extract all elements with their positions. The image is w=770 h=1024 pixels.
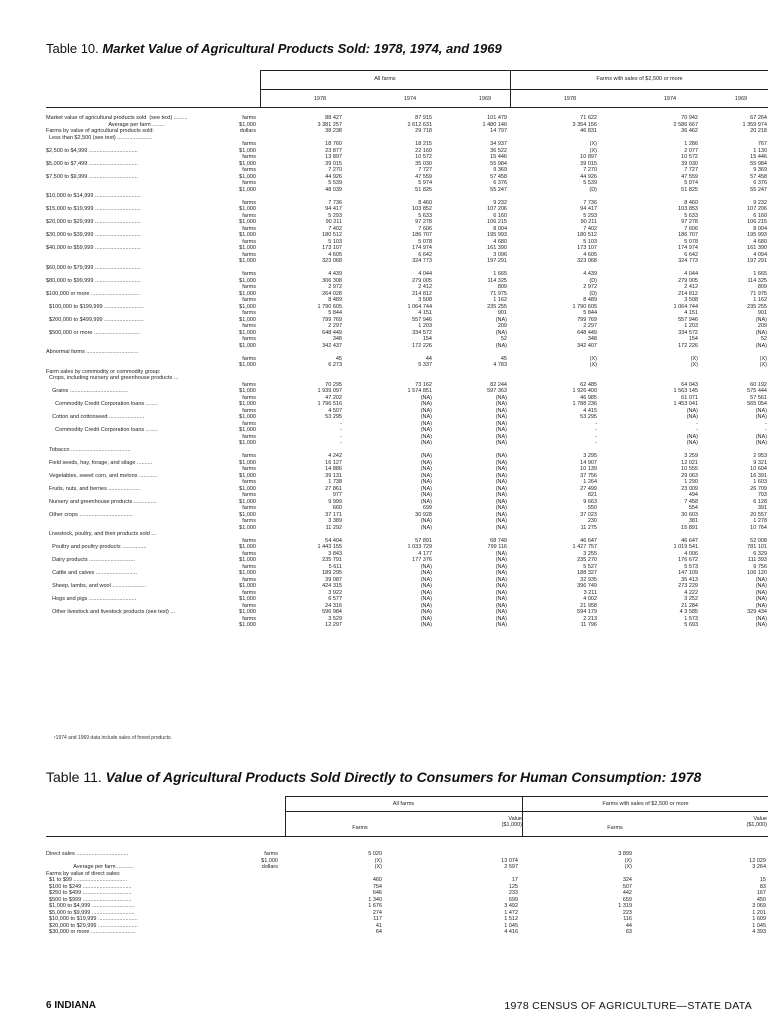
table10-col-all-1974: 87 915 2 612 631 29 718 18 215 22 160 10 572 35 030 7 727 47 559 5 974 51 825 8 460 103 852 5 633 97 278 7 606 186 707 5 078 174 974 6 642 324 773 4 044 279 005 2 412 214 812 3 508 1 064 744 4 151 557 946 1 203 334 572 154 172 226 44 5 337 73 162 1 574 851 (NA) (NA) (NA) (NA) (NA) (NA) (NA) (NA) (NA) (NA) (NA) (NA) (NA) (NA) (NA) (NA) 699 30 928 (NA) (NA) 57 891 1 033 729 4 177 177 376 (NA) (NA) (NA) (NA) (NA) (NA) (NA) (NA) (NA) (NA)	[407, 115, 432, 628]
table11-col-farms-s: Farms	[607, 825, 623, 831]
page-footer-state: 6 INDIANA	[46, 1000, 97, 1011]
table10-group-2500: Farms with sales of $2,500 or more	[596, 76, 683, 82]
table10-number: Table 10.	[46, 41, 99, 56]
table10-year-s-1974: 1974	[663, 96, 677, 102]
table10-year-all-1969: 1969	[478, 96, 492, 102]
table11-group-2500: Farms with sales of $2,500 or more	[602, 801, 689, 807]
table10-footnote: ¹1974 and 1969 data include sales of forest products.	[54, 735, 172, 741]
table10-top-rule	[260, 70, 768, 71]
table11-col-farms-all: Farms	[352, 825, 368, 831]
table11-group-all-farms: All farms	[392, 801, 415, 807]
table11-subhead-rule	[285, 811, 768, 812]
table11-heading: Value of Agricultural Products Sold Directly to Consumers for Human Consumption: 1978	[105, 769, 702, 785]
table10-row-labels: Market value of agricultural products sold (see text) ......... Average per farm ........ Farms by value of agricultural products sold: Less than $2,500 (see text) ....................... $2,500 to $4,999 ................................ $5,000 to $7,499 ................................ $7,500 to $9,999 ................................ $10,000 to $14,999 .............................. $15,000 to $19,999 .............................. $20,000 to $29,999 .............................. $30,000 to $39,999 .............................. $40,000 to $59,999 .............................. $60,000 to $79,999 .............................. $80,000 to $99,999 .............................. $100,000 or more ................................ $100,000 to $199,999 .......................... $200,000 to $499,999 .......................... $500,000 or more .............................. Abnormal farms .................................. Farm sales by commodity or commodity group: Crops, including nursery and greenhouse products ... Grains ...................................... Commodity Credit Corporation loans ........ Cotton and cottonseed ....................... Commodity Credit Corporation loans ........ Tobacco ....................................... Field seeds, hay, forage, and silage .......... Vegetables, sweet corn, and melons ............ Fruits, nuts, and berries ..................... Nursery and greenhouse products ............... Other crops ................................... Livestock, poultry, and their products sold ... Poultry and poultry products ................ Dairy products .............................. Cattle and calves ........................... Sheep, lambs, and wool ...................... Hogs and pigs ............................... Other livestock and livestock products (see text) ...	[46, 115, 188, 615]
table11-col-s-value: 12 029 3 264 15 83 167 450 3 069 1 201 1 609 1 045 4 393	[749, 857, 766, 935]
table11-header-bottom-rule	[46, 836, 768, 837]
table11-col-value-s: Value ($1,000)	[746, 816, 767, 828]
table10-subhead-rule	[260, 89, 768, 90]
table10-year-all-1974: 1974	[403, 96, 417, 102]
table10-col-s-1974: 70 942 2 586 667 36 462 1 286 2 077 10 572 39 030 7 727 47 559 5 974 51 825 8 460 103 853 5 633 97 278 7 606 186 707 5 078 174 974 6 642 324 773 4 044 279 005 2 412 214 812 3 508 1 064 744 4 151 557 946 1 203 334 572 154 172 226 (X) (X) 64 043 1 563 145 61 071 1 453 041 (NA) (NA) - - (NA) (NA) 3 259 12 021 10 555 29 063 1 290 23 009 494 7 458 554 30 603 381 15 891 46 647 1 019 541 4 006 176 672 5 573 147 109 35 413 273 229 4 222 3 252 21 284 4 3 585 1 573 5 693	[673, 115, 698, 628]
table11-number: Table 11.	[46, 769, 102, 785]
page-footer-census: 1978 CENSUS OF AGRICULTURE—STATE DATA	[504, 1000, 752, 1012]
table10-year-all-1978: 1978	[313, 96, 327, 102]
table10-year-s-1969: 1969	[734, 96, 748, 102]
table10-title	[46, 41, 502, 56]
table10-group-all-farms: All farms	[374, 76, 396, 82]
table10-col-all-1969: 101 479 1 480 146 14 797 34 937 36 522 15 446 55 984 9 369 57 458 6 376 55 247 9 232 107 206 6 160 106 215 8 004 195 993 4 680 161 390 3 096 197 291 1 665 114 325 809 71 975 1 162 235 255 901 (NA) 209 (NA) 52 (NA) 45 4 783 82 244 597 363 (NA) (NA) (NA) (NA) (NA) (NA) (NA) (NA) (NA) (NA) (NA) (NA) (NA) (NA) (NA) (NA) (NA) (NA) (NA) (NA) 68 749 799 116 (NA) (NA) (NA) (NA) (NA) (NA) (NA) (NA) (NA) (NA) (NA) (NA)	[482, 115, 507, 628]
table11-col-s-farms: 3 899 (X) (X) 324 507 442 659 1 319 223 116 44 63	[618, 851, 632, 935]
table10-col-s-1969: 67 264 1 359 974 20 218 767 1 130 15 446 55 984 9 369 57 458 6 376 55 247 9 232 107 206 6 160 106 215 8 004 195 993 4 680 161 390 4 094 197 291 1 665 114 325 809 71 975 1 162 235 255 901 (NA) 209 (NA) 52 (NA) (X) (X) 60 192 575 444 57 561 565 054 (NA) (NA) - - (NA) (NA) 2 953 9 321 10 604 16 391 1 603 26 709 703 6 128 391 20 557 1 278 10 764 52 008 781 101 6 329 111 393 9 756 106 120 (NA) (NA) (NA) (NA) (NA) 329 434 (NA) (NA)	[742, 115, 767, 628]
table10-row-units: farms $1,000 dollars farms $1,000 farms $1,000 farms $1,000 farms $1,000 farms $1,000 farms $1,000 farms $1,000 farms $1,000 farms $1,000 farms $1,000 farms $1,000 farms $1,000 farms $1,000 farms $1,000 farms $1,000 farms $1,000 farms $1,000 farms $1,000 farms $1,000 farms $1,000 farms $1,000 farms $1,000 farms $1,000 farms $1,000 farms $1,000 farms $1,000 farms $1,000 farms $1,000 farms $1,000 farms $1,000 farms $1,000 farms $1,000 farms $1,000 farms $1,000	[239, 115, 256, 628]
table11-top-rule	[285, 796, 768, 797]
table10-col-s-1978: 71 622 3 354 156 46 831 (X) (X) 10 897 39 015 7 270 44 926 5 539 (D) 7 736 94 417 5 293 90 211 7 402 180 512 5 103 173 107 4 605 323 068 4 439 (D) 2 972 (D) 8 489 1 790 605 5 844 799 769 2 297 648 449 348 342 407 (X) (X) 62 485 1 926 400 46 985 1 788 236 4 415 53 295 - - - - 3 295 14 907 10 139 37 756 1 264 27 499 821 9 663 550 37 023 230 11 275 46 647 1 427 757 3 255 235 270 5 527 188 327 32 935 396 749 3 211 4 002 21 958 594 179 2 213 11 796	[572, 115, 597, 628]
table10-heading: Market Value of Agricultural Products Sold: 1978, 1974, and 1969	[102, 41, 502, 56]
table11-title	[46, 769, 701, 785]
table11-col-value-all: Value ($1,000)	[501, 816, 522, 828]
table10-year-s-1978: 1978	[563, 96, 577, 102]
table11-row-units: farms $1,000 dollars	[261, 851, 278, 870]
table10-header-bottom-rule	[46, 107, 768, 108]
table11-row-labels: Direct sales .................................. Average per farm ........... Farms by value of direct sales: $1 to $99 ................................... $100 to $249 ................................ $250 to $499 ................................ $500 to $999 ................................ $1,000 to $4,999 ............................ $5,000 to $9,999 ............................ $10,000 to $19,999 .......................... $20,000 to $29,999 .......................... $30,000 or more .............................	[46, 851, 138, 935]
table10-col-all-1978: 88 427 3 381 257 38 238 18 760 23 877 13 897 39 015 7 270 44 926 5 539 48 039 7 736 94 417 5 293 90 211 7 402 180 512 5 103 173 107 4 605 323 068 4 439 306 308 2 972 264 028 8 489 1 790 605 5 844 799 769 2 297 648 449 348 342 437 45 6 273 70 295 1 939 097 47 202 1 796 516 4 507 53 295 - - - - 4 242 16 127 14 886 39 131 1 738 27 861 977 9 999 660 37 171 3 389 11 292 54 404 1 443 155 3 843 235 791 5 611 189 295 39 087 424 315 3 922 6 577 24 316 596 984 3 529 12 297	[317, 115, 342, 628]
table11-col-all-value: 13 074 2 597 17 125 233 699 3 492 1 472 1 512 1 045 4 416	[501, 857, 518, 935]
table11-col-all-farms: 5 020 (X) (X) 460 754 646 1 340 1 676 274 117 41 64	[368, 851, 382, 935]
